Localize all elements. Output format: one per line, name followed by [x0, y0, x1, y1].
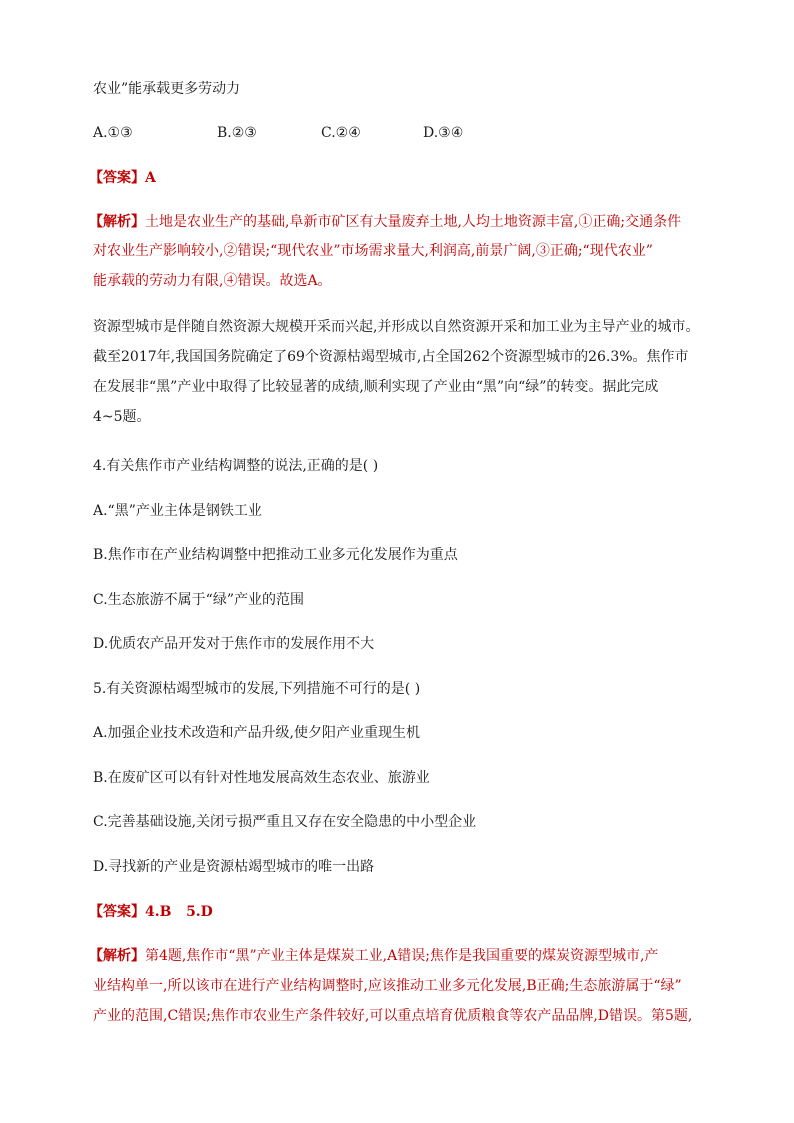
analysis-label: 【解析】 [89, 214, 145, 230]
q4-stem: 4.有关焦作市产业结构调整的说法,正确的是( ) [93, 458, 379, 474]
passage-line-2: 截至2017年,我国国务院确定了69个资源枯竭型城市,占全国262个资源型城市的26.3%。焦作市 [93, 349, 689, 365]
q3-option-a: A.①③ [93, 125, 133, 141]
q3-analysis-line-2: 对农业生产影响较小,②错误;“现代农业”市场需求量大,利润高,前景广阔,③正确;“现代农业” [93, 243, 653, 259]
q4-option-d: D.优质农产品开发对于焦作市的发展作用不大 [93, 636, 375, 652]
analysis-label: 【解析】 [89, 948, 145, 964]
q3-answer [89, 168, 704, 188]
q5-option-d: D.寻找新的产业是资源枯竭型城市的唯一出路 [93, 859, 375, 875]
q3-analysis-line-1: 【解析】土地是农业生产的基础,阜新市矿区有大量废弃土地,人均土地资源丰富,①正确;交通条件 [89, 214, 682, 230]
continuation-line: 农业”能承载更多劳动力 [93, 81, 241, 97]
q3-option-c: C.②④ [321, 125, 361, 141]
q5-option-a: A.加强企业技术改造和产品升级,使夕阳产业重现生机 [93, 725, 421, 741]
q4-option-a: A.“黑”产业主体是钢铁工业 [93, 503, 262, 519]
q5-option-c: C.完善基础设施,关闭亏损严重且又存在安全隐患的中小型企业 [93, 814, 477, 830]
q45-answer [89, 902, 704, 922]
passage-line-4: 4~5题。 [93, 409, 151, 425]
passage-line-1: 资源型城市是伴随自然资源大规模开采而兴起,并形成以自然资源开采和加工业为主导产业的城市。 [93, 319, 700, 335]
q3-option-b: B.②③ [217, 125, 257, 141]
q45-analysis-line-3: 产业的范围,C错误;焦作市农业生产条件较好,可以重点培育优质粮食等农产品品牌,D错误。第5题, [93, 1008, 693, 1024]
q4-option-c: C.生态旅游不属于“绿”产业的范围 [93, 592, 304, 608]
q4-option-b: B.焦作市在产业结构调整中把推动工业多元化发展作为重点 [93, 547, 458, 563]
passage-line-3: 在发展非“黑”产业中取得了比较显著的成绩,顺利实现了产业由“黑”向“绿”的转变。据此完成 [93, 379, 659, 395]
answer-label: 【答案】 [89, 904, 145, 920]
q45-analysis-line-1: 【解析】第4题,焦作市“黑”产业主体是煤炭工业,A错误;焦作是我国重要的煤炭资源型城市,产 [89, 948, 659, 964]
q45-analysis-line-2: 业结构单一,所以该市在进行产业结构调整时,应该推动工业多元化发展,B正确;生态旅游属于“绿” [93, 978, 682, 994]
q3-analysis-line-3: 能承载的劳动力有限,④错误。故选A。 [93, 273, 332, 289]
answer-value: A [145, 170, 156, 186]
q5-option-b: B.在废矿区可以有针对性地发展高效生态农业、旅游业 [93, 770, 430, 786]
answer-label: 【答案】 [89, 170, 145, 186]
answer-value: 4.B 5.D [145, 904, 213, 920]
q3-option-d: D.③④ [423, 125, 464, 141]
q5-stem: 5.有关资源枯竭型城市的发展,下列措施不可行的是( ) [93, 681, 421, 697]
